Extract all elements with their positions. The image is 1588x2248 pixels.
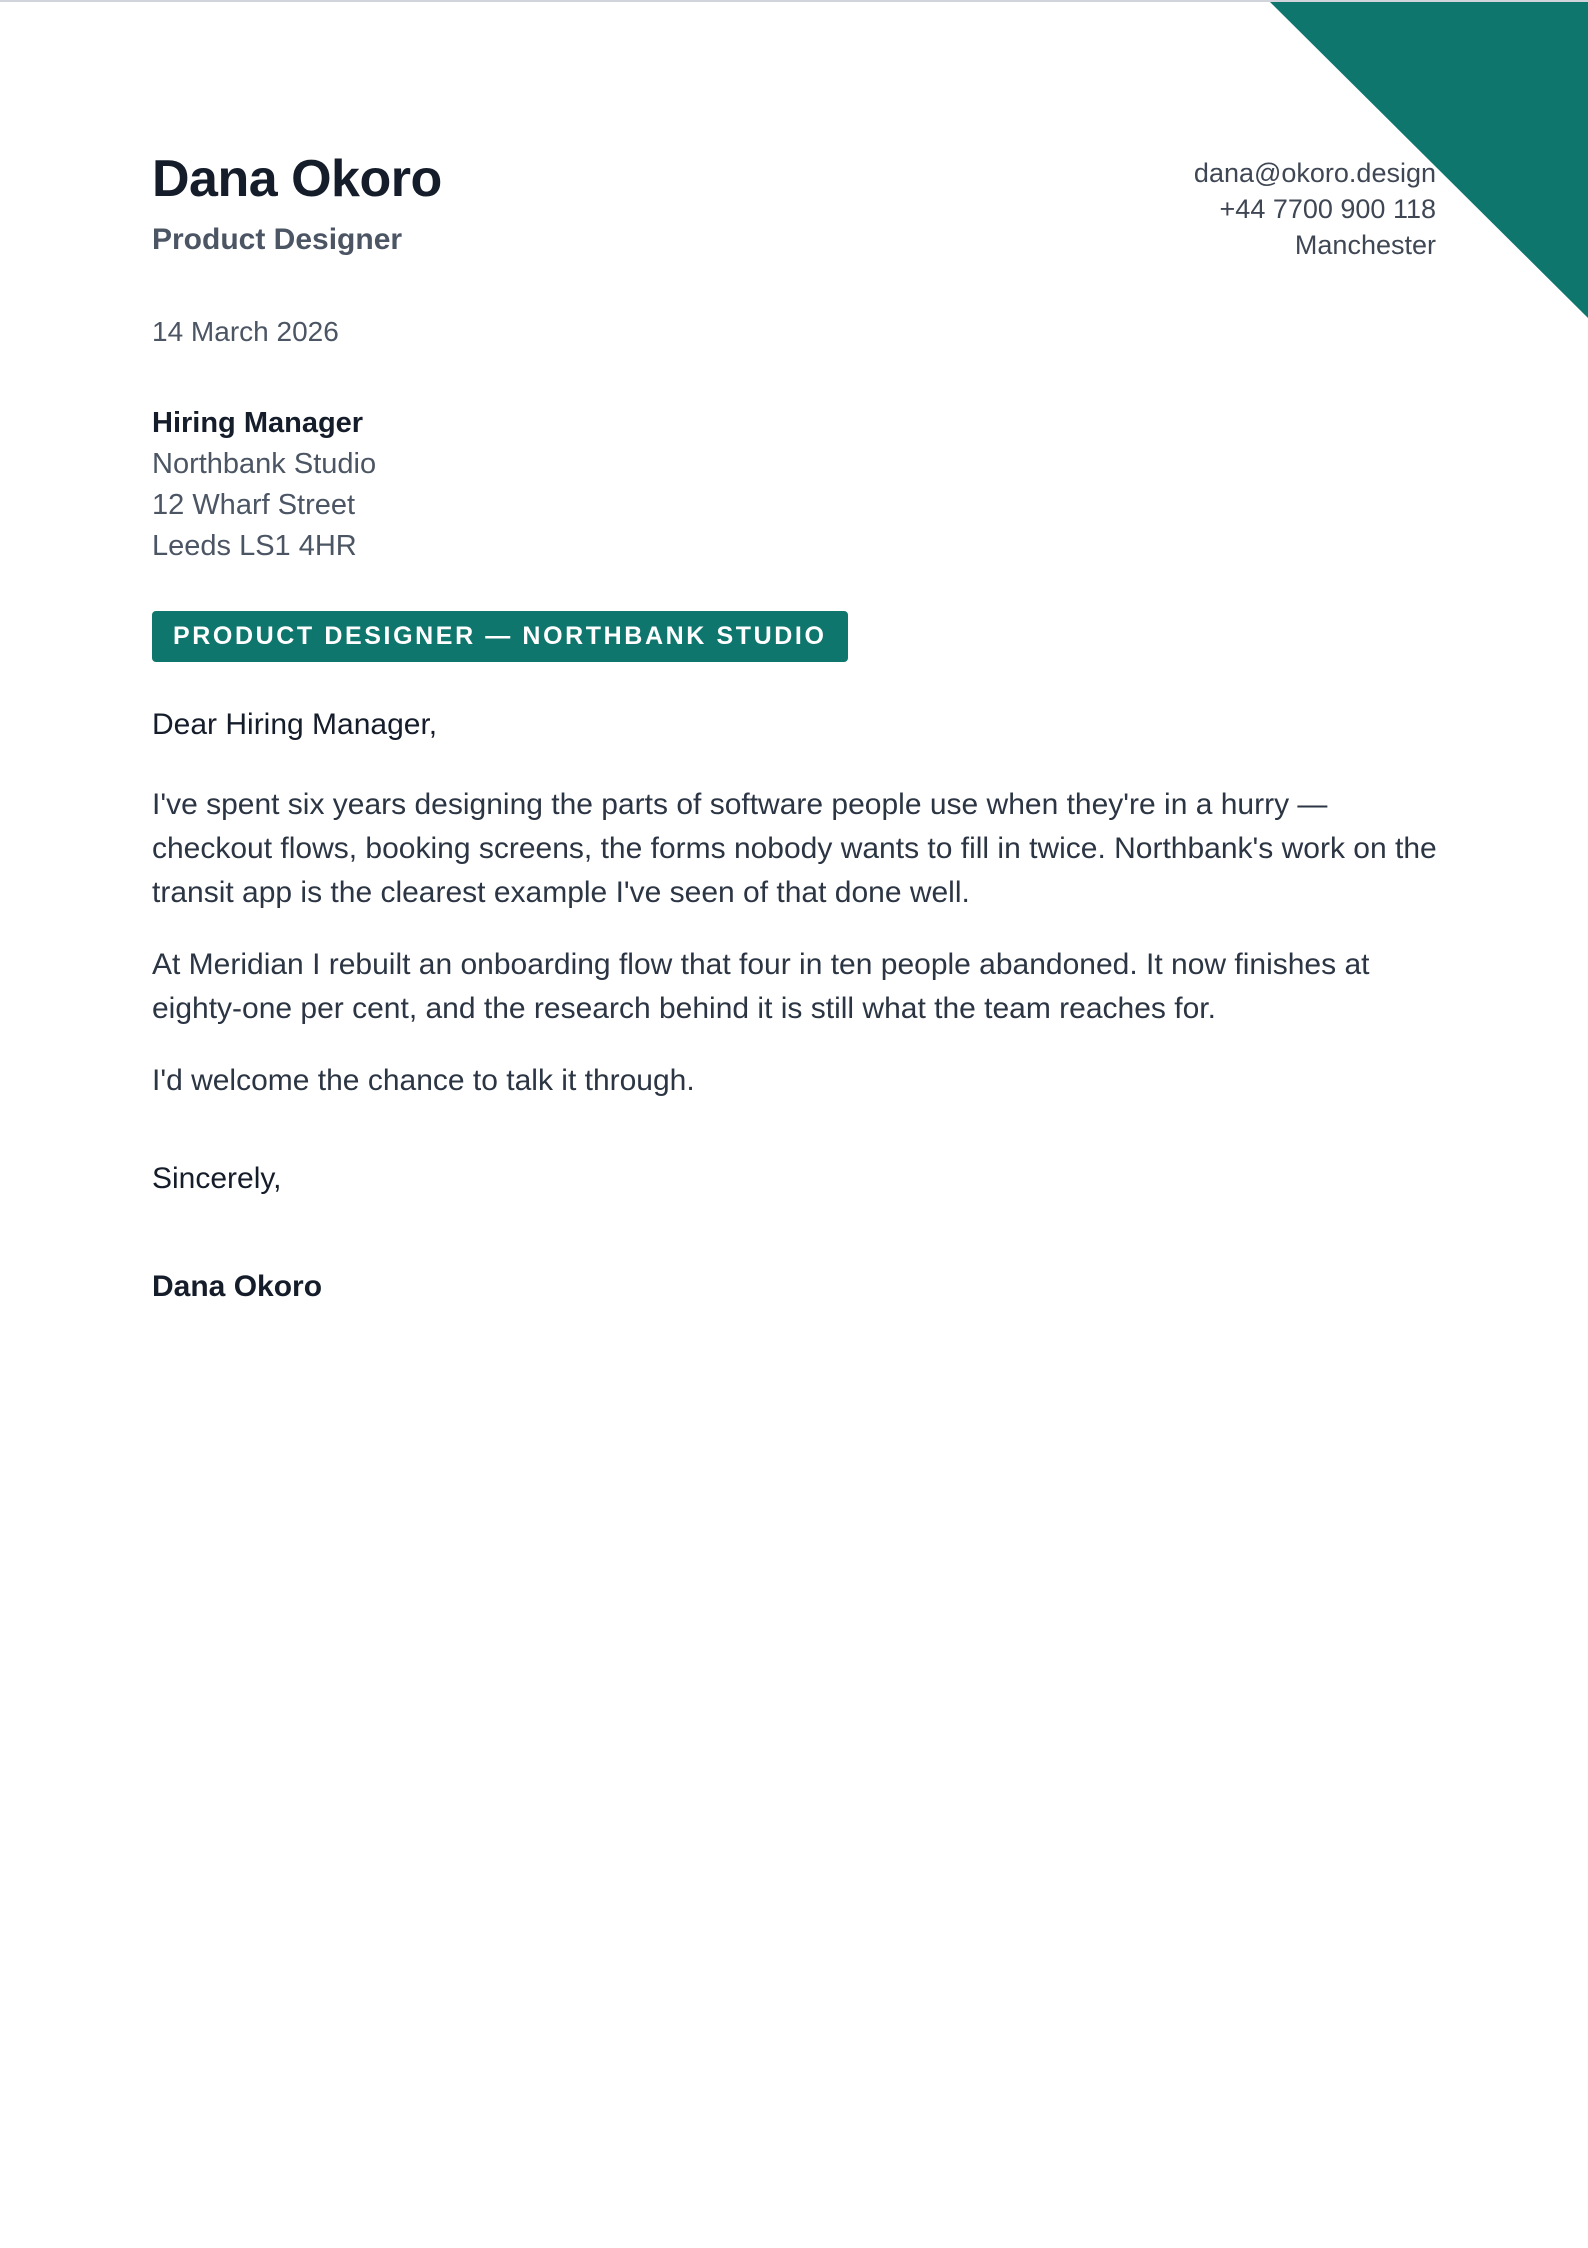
recipient-name: Hiring Manager bbox=[152, 407, 364, 439]
recipient-company: Northbank Studio bbox=[152, 448, 377, 480]
sender-name: Dana Okoro bbox=[152, 150, 442, 208]
body-paragraph: At Meridian I rebuilt an onboarding flow that four in ten people abandoned. It now finishes at eighty-one per cent, and the research behind it is still what the team reaches for. bbox=[152, 948, 1370, 1025]
closing: Sincerely, bbox=[152, 1162, 282, 1195]
contact-block bbox=[1194, 155, 1436, 263]
contact-email: dana@okoro.design bbox=[1193, 158, 1436, 188]
recipient-block bbox=[152, 403, 376, 567]
contact-phone: +44 7700 900 118 bbox=[1219, 194, 1436, 224]
recipient-city: Leeds LS1 4HR bbox=[152, 530, 357, 562]
letter-body bbox=[152, 783, 1442, 1131]
body-paragraph: I'd welcome the chance to talk it through. bbox=[152, 1064, 695, 1097]
position-badge: PRODUCT DESIGNER — NORTHBANK STUDIO bbox=[152, 611, 848, 662]
sender-role: Product Designer bbox=[152, 223, 403, 256]
signature: Dana Okoro bbox=[152, 1270, 323, 1303]
salutation: Dear Hiring Manager, bbox=[152, 708, 438, 741]
recipient-street: 12 Wharf Street bbox=[152, 489, 356, 521]
contact-city: Manchester bbox=[1294, 230, 1436, 260]
letter-date: 14 March 2026 bbox=[152, 316, 339, 347]
body-paragraph: I've spent six years designing the parts of software people use when they're in a hurry — checkout flows, booking screens, the forms nobody wants to fill in twice. Northbank's work on the transit app is the clearest example I've seen of that done well. bbox=[152, 788, 1437, 909]
